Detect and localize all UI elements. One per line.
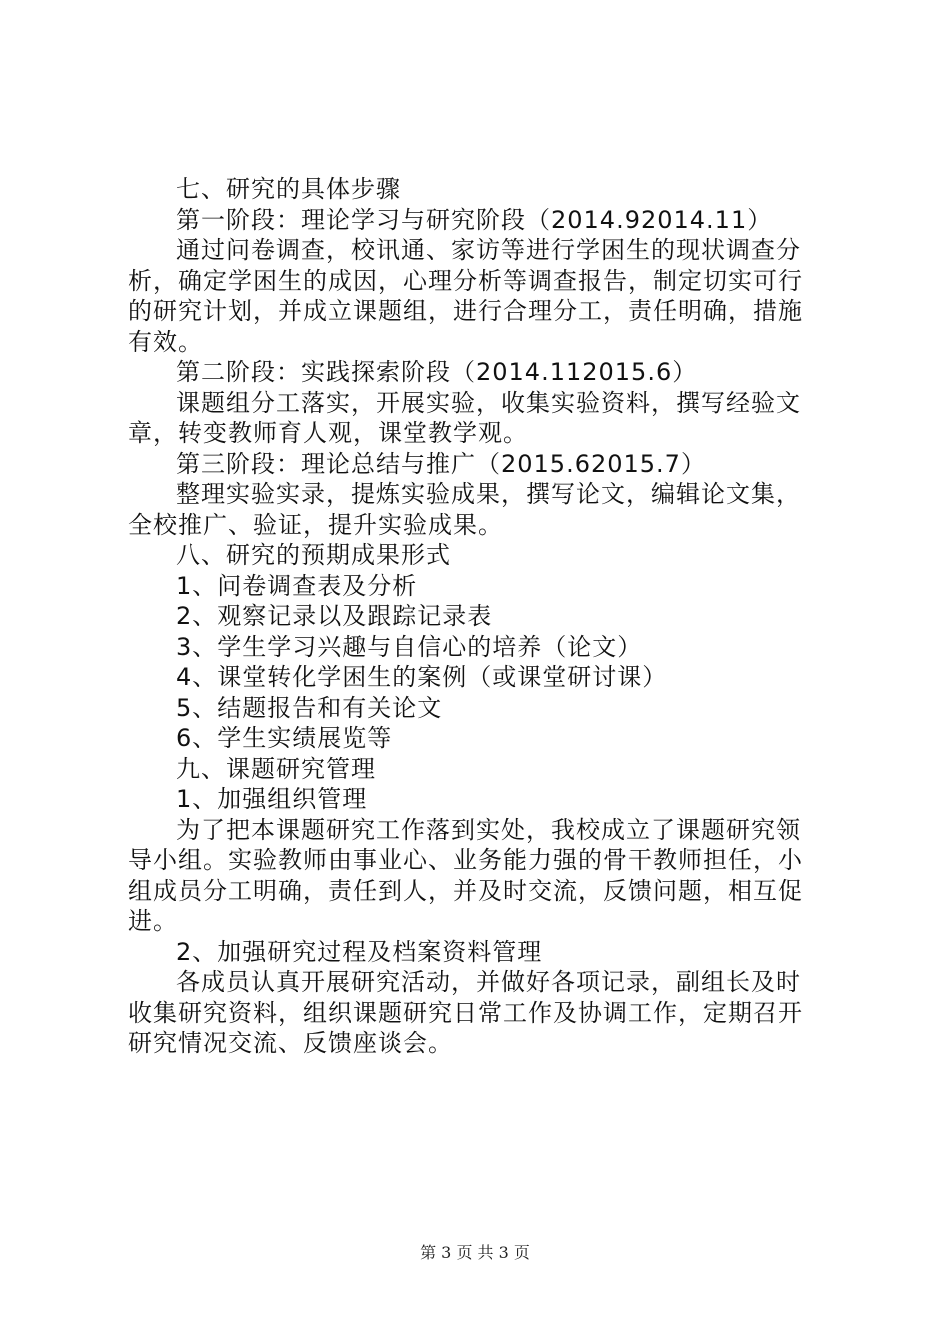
- list-item: 1、问卷调查表及分析: [176, 571, 418, 600]
- text-line: 整理实验实录，提炼实验成果，撰写论文，编辑论文集，: [176, 480, 801, 508]
- list-item: 3、学生学习兴趣与自信心的培养（论文）: [176, 632, 643, 661]
- list-item: 5、结题报告和有关论文: [176, 693, 443, 722]
- text-line: 全校推广、验证，提升实验成果。: [128, 510, 503, 539]
- text-line: 析，确定学困生的成因，心理分析等调查报告，制定切实可行: [128, 266, 803, 295]
- text-line: 组成员分工明确，责任到人，并及时交流，反馈问题，相互促: [128, 876, 803, 905]
- text-line: 导小组。实验教师由事业心、业务能力强的骨干教师担任，小: [128, 846, 803, 874]
- text-line: 为了把本课题研究工作落到实处，我校成立了课题研究领: [176, 815, 801, 844]
- list-item: 2、观察记录以及跟踪记录表: [176, 602, 493, 630]
- list-item: 4、课堂转化学困生的案例（或课堂研讨课）: [176, 663, 668, 691]
- subsection-heading: 1、加强组织管理: [176, 785, 368, 813]
- text-line: 研究情况交流、反馈座谈会。: [128, 1029, 453, 1057]
- text-line: 第二阶段：实践探索阶段（2014.112015.6）: [176, 358, 698, 386]
- text-line: 各成员认真开展研究活动，并做好各项记录，副组长及时: [176, 968, 801, 996]
- section-heading: 八、研究的预期成果形式: [176, 541, 451, 569]
- document-body: [128, 174, 832, 1059]
- section-heading: 九、课题研究管理: [176, 754, 376, 783]
- text-line: 进。: [128, 907, 178, 935]
- text-line: 的研究计划，并成立课题组，进行合理分工，责任明确，措施: [128, 297, 803, 325]
- text-line: 有效。: [128, 327, 203, 356]
- text-line: 第三阶段：理论总结与推广（2015.62015.7）: [176, 449, 706, 478]
- subsection-heading: 2、加强研究过程及档案资料管理: [176, 937, 543, 966]
- text-line: 章，转变教师育人观，课堂教学观。: [128, 419, 528, 447]
- text-line: 课题组分工落实，开展实验，收集实验资料，撰写经验文: [176, 388, 801, 417]
- page-footer: 第 3 页 共 3 页: [420, 1243, 530, 1262]
- text-line: 通过问卷调查，校讯通、家访等进行学困生的现状调查分: [176, 236, 801, 264]
- text-line: 第一阶段：理论学习与研究阶段（2014.92014.11）: [176, 205, 773, 234]
- list-item: 6、学生实绩展览等: [176, 724, 393, 752]
- text-line: 收集研究资料，组织课题研究日常工作及协调工作，定期召开: [128, 998, 803, 1027]
- text-line: 七、研究的具体步骤: [176, 175, 401, 203]
